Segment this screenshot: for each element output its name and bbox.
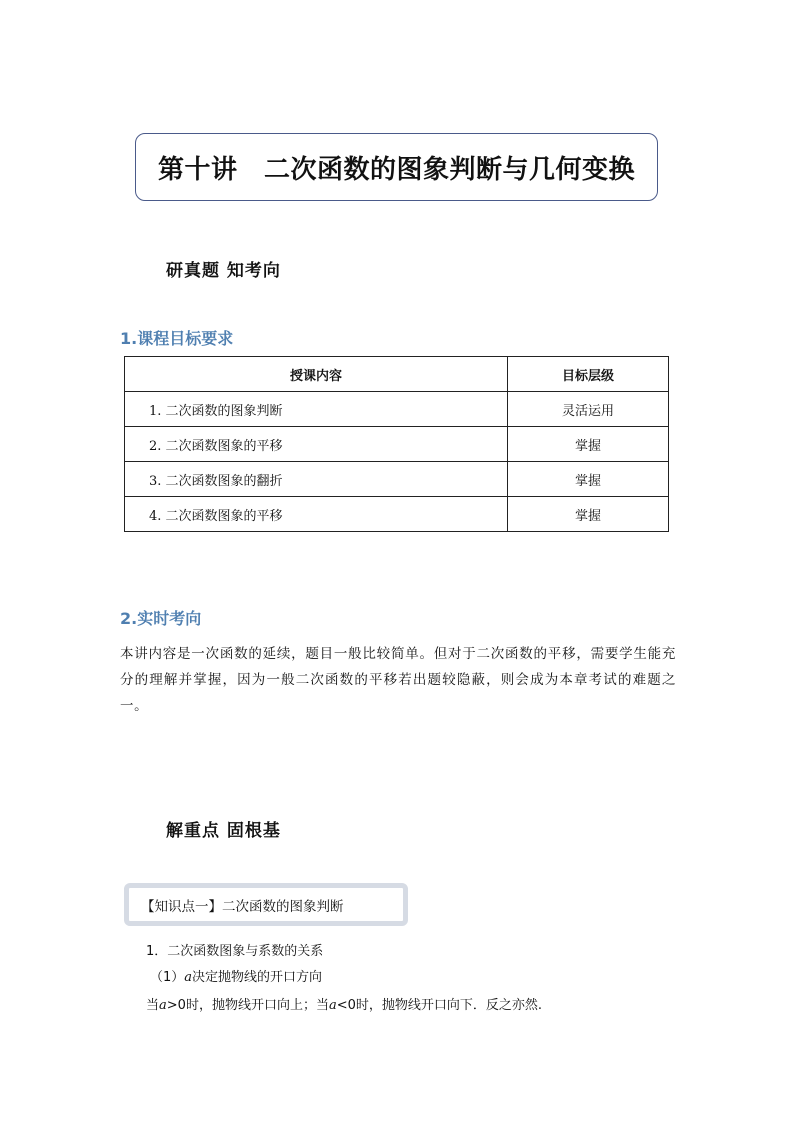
line-part-3: <0时，抛物线开口向下．反之亦然. bbox=[336, 998, 543, 1013]
title-box bbox=[135, 133, 658, 201]
table-header-row bbox=[125, 357, 669, 392]
table-row bbox=[125, 392, 669, 427]
sub-text: 决定抛物线的开口方向 bbox=[192, 970, 323, 985]
sub-prefix: （1） bbox=[150, 970, 185, 985]
row-level: 掌握 bbox=[508, 462, 669, 497]
trend-heading: 2.实时考向 bbox=[120, 609, 202, 628]
line-part-1: 当 bbox=[146, 998, 160, 1013]
table-row bbox=[125, 427, 669, 462]
knowledge-item-1: 1．二次函数图象与系数的关系 bbox=[146, 944, 324, 959]
goals-table bbox=[124, 356, 669, 532]
section-heading-key-points: 解重点 固根基 bbox=[166, 821, 281, 841]
line-part-2: >0时，抛物线开口向上；当 bbox=[166, 998, 329, 1013]
variable-a: a bbox=[184, 970, 193, 985]
knowledge-point-box bbox=[124, 883, 408, 926]
knowledge-point-label: 【知识点一】二次函数的图象判断 bbox=[141, 898, 344, 915]
row-content: 4. 二次函数图象的平移 bbox=[125, 497, 508, 532]
variable-a: a bbox=[328, 998, 337, 1013]
knowledge-line-3 bbox=[146, 994, 542, 1013]
section-heading-research: 研真题 知考向 bbox=[166, 261, 281, 281]
knowledge-item-1-sub bbox=[150, 966, 322, 985]
row-content: 2. 二次函数图象的平移 bbox=[125, 427, 508, 462]
row-level: 掌握 bbox=[508, 497, 669, 532]
row-level: 掌握 bbox=[508, 427, 669, 462]
page-title: 第十讲 二次函数的图象判断与几何变换 bbox=[157, 154, 635, 185]
row-content: 3. 二次函数图象的翻折 bbox=[125, 462, 508, 497]
column-header-level: 目标层级 bbox=[508, 357, 669, 392]
table-row bbox=[125, 462, 669, 497]
variable-a: a bbox=[159, 998, 167, 1013]
column-header-content: 授课内容 bbox=[125, 357, 508, 392]
row-content: 1. 二次函数的图象判断 bbox=[125, 392, 508, 427]
row-level: 灵活运用 bbox=[508, 392, 669, 427]
table-row bbox=[125, 497, 669, 532]
trend-paragraph: 本讲内容是一次函数的延续，题目一般比较简单。但对于二次函数的平移，需要学生能充分的理解并掌握，因为一般二次函数的平移若出题较隐蔽，则会成为本章考试的难题之一。 bbox=[120, 646, 676, 714]
goals-heading: 1.课程目标要求 bbox=[120, 329, 234, 348]
